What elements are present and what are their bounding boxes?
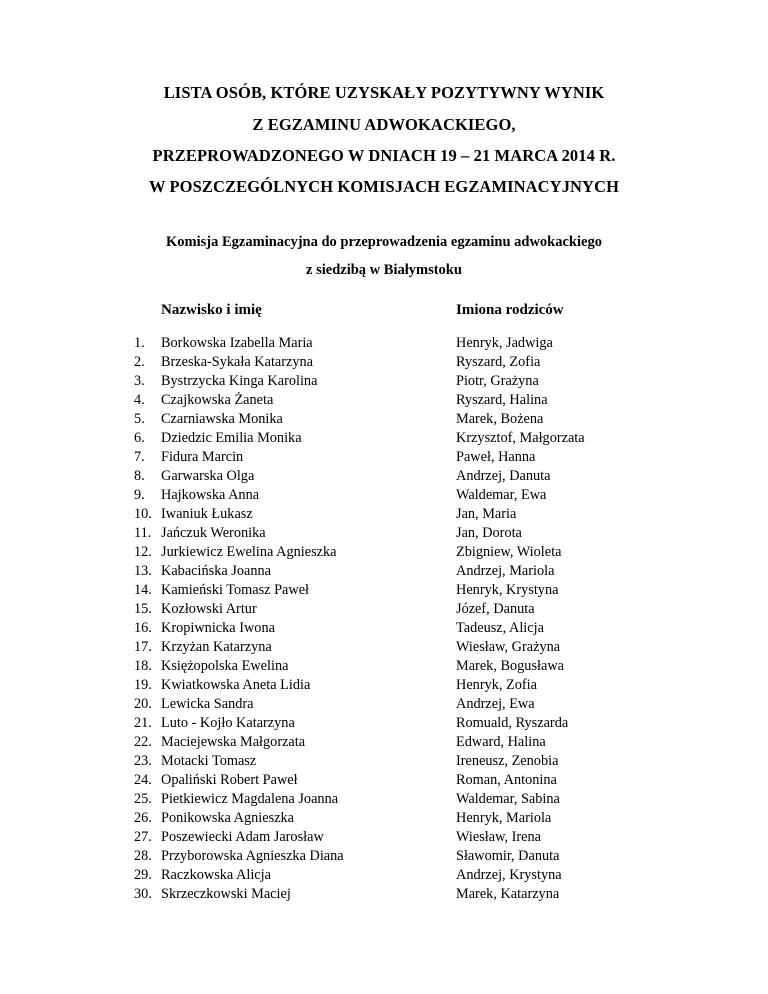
commission-heading-line-2: z siedzibą w Białymstoku (306, 262, 462, 278)
list-item-number: 11. (134, 525, 152, 541)
list-item (0, 353, 768, 372)
list-item-number: 21. (134, 715, 152, 731)
list-item-number: 29. (134, 867, 152, 883)
document-title-line-1: LISTA OSÓB, KTÓRE UZYSKAŁY POZYTYWNY WYNIK (163, 83, 605, 102)
document-title-line-4: W POSZCZEGÓLNYCH KOMISJACH EGZAMINACYJNYCH (148, 177, 620, 196)
list-item-name: Raczkowska Alicja (161, 867, 271, 883)
list-item (0, 733, 768, 752)
list-item-number: 19. (134, 677, 152, 693)
list-item-parents: Andrzej, Krystyna (456, 867, 562, 883)
list-item (0, 581, 768, 600)
list-item-parents: Henryk, Krystyna (456, 582, 559, 598)
list-item-number: 10. (134, 506, 152, 522)
list-item-name: Brzeska-Sykała Katarzyna (161, 354, 314, 370)
list-item (0, 828, 768, 847)
list-item (0, 429, 768, 448)
list-item-parents: Zbigniew, Wioleta (456, 544, 562, 560)
list-item-name: Dziedzic Emilia Monika (161, 430, 302, 446)
list-item-number: 18. (134, 658, 152, 674)
list-item (0, 657, 768, 676)
list-item-number: 5. (134, 411, 145, 427)
list-item-number: 22. (134, 734, 152, 750)
list-item-number: 20. (134, 696, 152, 712)
list-item-name: Pietkiewicz Magdalena Joanna (161, 791, 339, 807)
list-item-name: Fidura Marcin (161, 449, 244, 465)
list-item (0, 334, 768, 353)
list-item-parents: Marek, Bożena (456, 411, 544, 427)
list-item-number: 4. (134, 392, 145, 408)
list-item-parents: Andrzej, Ewa (456, 696, 535, 712)
list-item-name: Skrzeczkowski Maciej (161, 886, 291, 902)
document-title-line-2: Z EGZAMINU ADWOKACKIEGO, (252, 115, 516, 134)
list-item (0, 676, 768, 695)
list-item-parents: Edward, Halina (456, 734, 546, 750)
list-item-number: 17. (134, 639, 152, 655)
list-item-number: 25. (134, 791, 152, 807)
list-item-name: Kropiwnicka Iwona (161, 620, 275, 636)
list-item-number: 23. (134, 753, 152, 769)
list-item-number: 26. (134, 810, 152, 826)
list-item-name: Jańczuk Weronika (161, 525, 266, 541)
list-item (0, 809, 768, 828)
list-item-parents: Jan, Dorota (456, 525, 522, 541)
list-item-parents: Waldemar, Sabina (456, 791, 560, 807)
list-item-name: Kabacińska Joanna (161, 563, 271, 579)
list-item-name: Przyborowska Agnieszka Diana (161, 848, 344, 864)
list-item-parents: Jan, Maria (456, 506, 517, 522)
list-item-parents: Henryk, Mariola (456, 810, 552, 826)
list-item (0, 524, 768, 543)
list-item-parents: Wiesław, Grażyna (456, 639, 561, 655)
list-item (0, 562, 768, 581)
list-item-name: Ponikowska Agnieszka (161, 810, 295, 826)
list-item (0, 467, 768, 486)
list-item-name: Czajkowska Żaneta (161, 392, 274, 408)
list-item-number: 7. (134, 449, 145, 465)
list-item (0, 638, 768, 657)
list-item (0, 885, 768, 904)
list-item-number: 8. (134, 468, 145, 484)
list-item-name: Czarniawska Monika (161, 411, 283, 427)
list-item-number: 12. (134, 544, 152, 560)
list-item-number: 3. (134, 373, 145, 389)
list-item-name: Kamieński Tomasz Paweł (161, 582, 310, 598)
list-item (0, 866, 768, 885)
list-item-parents: Ireneusz, Zenobia (456, 753, 559, 769)
list-item-name: Iwaniuk Łukasz (161, 506, 253, 522)
list-item-parents: Henryk, Zofia (456, 677, 537, 693)
list-item-name: Poszewiecki Adam Jarosław (161, 829, 324, 845)
list-item-name: Bystrzycka Kinga Karolina (161, 373, 318, 389)
list-item-name: Luto - Kojło Katarzyna (161, 715, 295, 731)
list-item-name: Lewicka Sandra (161, 696, 254, 712)
list-item-parents: Józef, Danuta (456, 601, 535, 617)
list-item (0, 505, 768, 524)
list-item (0, 714, 768, 733)
list-item-number: 24. (134, 772, 152, 788)
results-list (0, 334, 768, 904)
list-item-name: Maciejewska Małgorzata (161, 734, 306, 750)
list-item (0, 410, 768, 429)
list-item-number: 14. (134, 582, 152, 598)
list-item (0, 752, 768, 771)
list-item-number: 6. (134, 430, 145, 446)
list-item (0, 771, 768, 790)
list-item-parents: Wiesław, Irena (456, 829, 542, 845)
list-item-parents: Andrzej, Mariola (456, 563, 555, 579)
list-item-name: Krzyżan Katarzyna (161, 639, 272, 655)
list-item-name: Borkowska Izabella Maria (161, 335, 313, 351)
list-item-parents: Ryszard, Halina (456, 392, 548, 408)
list-item-name: Jurkiewicz Ewelina Agnieszka (161, 544, 337, 560)
column-header-name: Nazwisko i imię (161, 302, 262, 318)
list-item (0, 600, 768, 619)
list-item-number: 2. (134, 354, 145, 370)
list-item-number: 13. (134, 563, 152, 579)
list-item-parents: Tadeusz, Alicja (456, 620, 544, 636)
list-item-parents: Romuald, Ryszarda (456, 715, 569, 731)
list-item (0, 448, 768, 467)
list-item-name: Kozłowski Artur (161, 601, 257, 617)
list-item-number: 16. (134, 620, 152, 636)
list-item-parents: Waldemar, Ewa (456, 487, 547, 503)
list-item (0, 391, 768, 410)
list-item-name: Hajkowska Anna (161, 487, 260, 503)
list-item (0, 543, 768, 562)
list-item-number: 30. (134, 886, 152, 902)
column-header-parents: Imiona rodziców (456, 302, 564, 318)
list-item-parents: Paweł, Hanna (456, 449, 536, 465)
list-item (0, 847, 768, 866)
list-item-number: 27. (134, 829, 152, 845)
list-item (0, 372, 768, 391)
list-item-parents: Roman, Antonina (456, 772, 557, 788)
list-item-name: Garwarska Olga (161, 468, 255, 484)
list-item-name: Opaliński Robert Paweł (161, 772, 298, 788)
list-item-parents: Krzysztof, Małgorzata (456, 430, 585, 446)
list-item-number: 9. (134, 487, 145, 503)
list-item-name: Księżopolska Ewelina (161, 658, 289, 674)
list-item-parents: Marek, Katarzyna (456, 886, 560, 902)
list-item-parents: Piotr, Grażyna (456, 373, 539, 389)
list-item (0, 619, 768, 638)
list-item-number: 1. (134, 335, 145, 351)
list-item-name: Motacki Tomasz (161, 753, 257, 769)
list-item-name: Kwiatkowska Aneta Lidia (161, 677, 311, 693)
list-item (0, 790, 768, 809)
list-item-number: 15. (134, 601, 152, 617)
list-item-parents: Sławomir, Danuta (456, 848, 560, 864)
list-item-parents: Henryk, Jadwiga (456, 335, 553, 351)
list-item (0, 695, 768, 714)
list-item (0, 486, 768, 505)
list-item-number: 28. (134, 848, 152, 864)
list-item-parents: Marek, Bogusława (456, 658, 564, 674)
list-item-parents: Andrzej, Danuta (456, 468, 551, 484)
document-title-line-3: PRZEPROWADZONEGO W DNIACH 19 – 21 MARCA 2014 R. (152, 146, 616, 165)
list-item-parents: Ryszard, Zofia (456, 354, 541, 370)
commission-heading-line-1: Komisja Egzaminacyjna do przeprowadzenia egzaminu adwokackiego (166, 234, 602, 250)
